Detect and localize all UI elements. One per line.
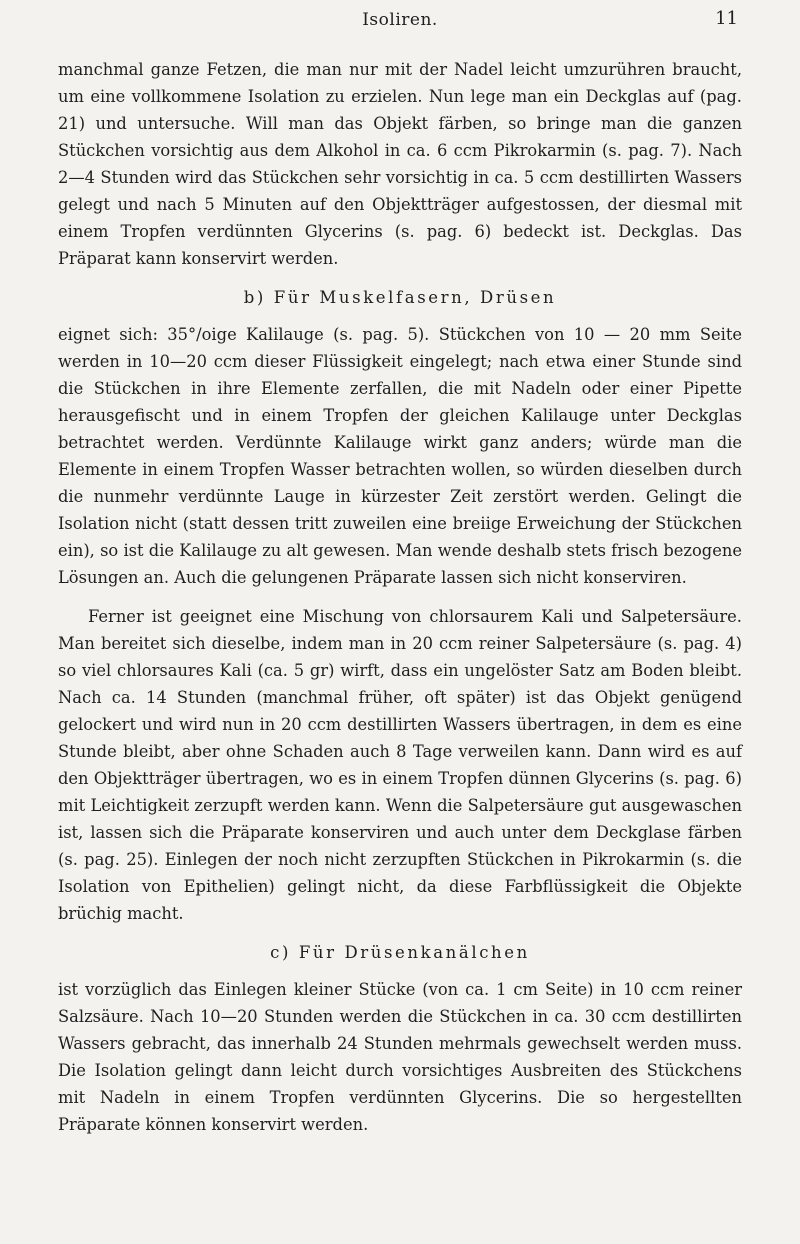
page-header <box>58 6 742 36</box>
paragraph-kalilauge: eignet sich: 35°/oige Kalilauge (s. pag. 5). Stückchen von 10 — 20 mm Seite werden in 10—20 ccm dieser Flüssigkeit eingelegt; nach etwa einer Stunde sind die Stückchen in ihre Elemente zerfallen, die mit Nadeln oder einer Pipette herausgefischt und in einem Tropfen der gleichen Kalilauge unter Deckglas betrachtet werden. Verdünnte Kalilauge wirkt ganz anders; würde man die Elemente in einem Tropfen Wasser betrachten wollen, so würden dieselben durch die nunmehr verdünnte Lauge in kürzester Zeit zerstört werden. Gelingt die Isolation nicht (statt dessen tritt zuweilen eine breiige Erweichung der Stückchen ein), so ist die Kalilauge zu alt gewesen. Man wende deshalb stets frisch bezogene Lösungen an. Auch die gelungenen Präparate lassen sich nicht konserviren. <box>58 325 742 587</box>
paragraph-salzsaeure: ist vorzüglich das Einlegen kleiner Stücke (von ca. 1 cm Seite) in 10 ccm reiner Salzsäure. Nach 10—20 Stunden werden die Stückchen in ca. 30 ccm destillirten Wassers gebracht, das innerhalb 24 Stunden mehrmals gewechselt werden muss. Die Isolation gelingt dann leicht durch vorsichtiges Ausbreiten des Stückchens mit Nadeln in einem Tropfen verdünnten Glycerins. Die so hergestellten Präparate können konservirt werden. <box>58 980 742 1134</box>
section-heading-c: c) Für Drüsenkanälchen <box>270 943 530 962</box>
paragraph-salpetersaeure: Ferner ist geeignet eine Mischung von chlorsaurem Kali und Salpetersäure. Man bereitet sich dieselbe, indem man in 20 ccm reiner Salpetersäure (s. pag. 4) so viel chlorsaures Kali (ca. 5 gr) wirft, dass ein ungelöster Satz am Boden bleibt. Nach ca. 14 Stunden (manchmal früher, oft später) ist das Objekt genügend gelockert und wird nun in 20 ccm destillirten Wassers übertragen, in dem es eine Stunde bleibt, aber ohne Schaden auch 8 Tage verweilen kann. Dann wird es auf den Objektträger übertragen, wo es in einem Tropfen dünnen Glycerins (s. pag. 6) mit Leichtigkeit zerzupft werden kann. Wenn die Salpetersäure gut ausgewaschen ist, lassen sich die Präparate konserviren und auch unter dem Deckglase färben (s. pag. 25). Einlegen der noch nicht zerzupften Stückchen in Pikrokarmin (s. die Isolation von Epithelien) gelingt nicht, da diese Farbflüssigkeit die Objekte brüchig macht. <box>58 607 742 923</box>
section-heading-b: b) Für Muskelfasern, Drüsen <box>243 288 557 307</box>
paragraph-gap <box>58 591 742 603</box>
running-title: Isoliren. <box>362 10 438 30</box>
body-text <box>58 56 742 1138</box>
page-number: 11 <box>715 8 738 29</box>
paragraph-intro: manchmal ganze Fetzen, die man nur mit der Nadel leicht umzurühren braucht, um eine vollkommene Isolation zu erzielen. Nun lege man ein Deckglas auf (pag. 21) und untersuche. Will man das Objekt färben, so bringe man die ganzen Stückchen vorsichtig aus dem Alkohol in ca. 6 ccm Pikrokarmin (s. pag. 7). Nach 2—4 Stunden wird das Stückchen sehr vorsichtig in ca. 5 ccm destillirten Wassers gelegt und nach 5 Minuten auf den Objektträger aufgestossen, der diesmal mit einem Tropfen verdünnten Glycerins (s. pag. 6) bedeckt ist. Deckglas. Das Präparat kann konservirt werden. <box>58 60 742 268</box>
